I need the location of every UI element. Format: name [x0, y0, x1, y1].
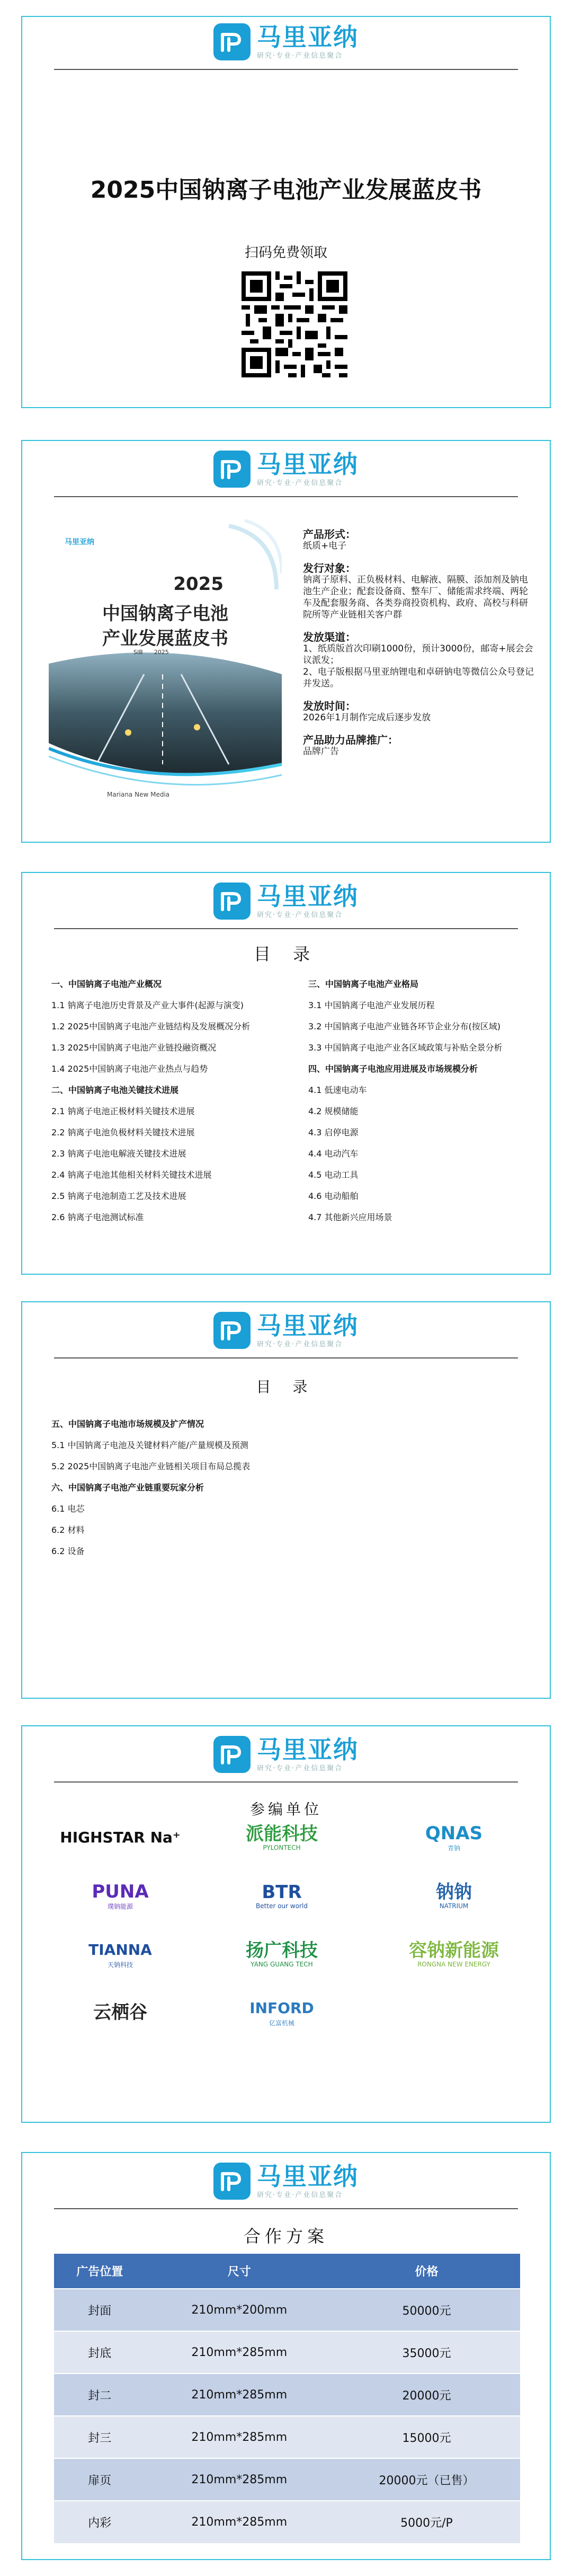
sponsor-name: HIGHSTAR Na⁺	[60, 1829, 181, 1846]
sponsor-subtitle: 青钠	[447, 1844, 460, 1852]
toc-item[interactable]: 6.1 电芯	[51, 1504, 85, 1514]
pricing-title: 合作方案	[243, 2226, 328, 2246]
sponsor-logo	[210, 1991, 353, 2034]
sponsor-logo	[210, 1875, 353, 1917]
scan-label: 扫码免费领取	[244, 245, 327, 261]
promo-value: 品牌广告	[303, 746, 339, 757]
sponsor-logo	[382, 1933, 525, 1975]
cell-price: 5000元/P	[333, 2501, 520, 2543]
toc-column	[51, 1414, 369, 1562]
brand-tagline: 研究·专业·产业信息聚合	[257, 51, 343, 60]
logo-mark-icon	[213, 883, 251, 920]
toc-item[interactable]: 3.2 中国钠离子电池产业链各环节企业分布(按区域)	[308, 1021, 501, 1031]
cell-size: 210mm*285mm	[146, 2374, 333, 2416]
cell-size: 210mm*285mm	[146, 2331, 333, 2374]
sponsor-logo	[210, 1816, 353, 1859]
table-row	[54, 2458, 520, 2501]
sponsor-logo	[49, 1816, 192, 1859]
cell-size: 210mm*285mm	[146, 2416, 333, 2458]
toc-item[interactable]: 五、中国钠离子电池市场规模及扩产情况	[51, 1419, 204, 1429]
brand-logo	[213, 1736, 359, 1773]
toc-item[interactable]: 2.1 钠离子电池正极材料关键技术进展	[51, 1106, 195, 1116]
toc-item[interactable]: 1.2 2025中国钠离子电池产业链结构及发展概况分析	[51, 1021, 251, 1031]
brand-tagline: 研究·专业·产业信息聚合	[257, 2191, 343, 2199]
toc-item[interactable]: 4.2 规模储能	[308, 1106, 359, 1116]
brand-logo	[213, 451, 359, 488]
channel-value-2: 2、电子版根据马里亚纳锂电和卓研钠电等微信公众号登记并发送。	[303, 667, 534, 689]
brand-tagline: 研究·专业·产业信息聚合	[257, 1340, 343, 1348]
form-value: 纸质+电子	[303, 541, 347, 551]
logo-mark-icon	[213, 23, 251, 60]
pricing-table	[54, 2254, 520, 2543]
sponsor-logo	[49, 1991, 192, 2034]
header-price: 价格	[333, 2254, 520, 2289]
divider	[54, 496, 518, 497]
sponsor-name: 扬广科技	[246, 1940, 318, 1961]
brand-tagline: 研究·专业·产业信息聚合	[257, 479, 343, 487]
brand-tagline: 研究·专业·产业信息聚合	[257, 1764, 343, 1772]
toc-item[interactable]: 4.1 低速电动车	[308, 1085, 367, 1095]
sponsor-logo	[210, 1933, 353, 1975]
header-size: 尺寸	[146, 2254, 333, 2289]
channel-label: 发放渠道：	[303, 631, 356, 643]
toc-title: 目 录	[253, 944, 319, 964]
cell-position: 封面	[54, 2289, 146, 2331]
table-row	[54, 2289, 520, 2331]
toc-item[interactable]: 4.7 其他新兴应用场景	[308, 1212, 392, 1222]
sponsor-subtitle: YANG GUANG TECH	[251, 1961, 313, 1968]
table-row	[54, 2374, 520, 2416]
toc-left-column	[51, 974, 295, 1228]
toc-title: 目 录	[256, 1378, 316, 1396]
toc-card-1	[21, 872, 551, 1275]
toc-item[interactable]: 二、中国钠离子电池关键技术进展	[51, 1085, 179, 1095]
book-title-line1: 中国钠离子电池	[102, 603, 228, 624]
sponsor-subtitle: NATRIUM	[439, 1902, 469, 1910]
table-row	[54, 2416, 520, 2458]
cell-position: 封二	[54, 2374, 146, 2416]
toc-item[interactable]: 6.2 设备	[51, 1546, 85, 1556]
cell-price: 20000元	[333, 2374, 520, 2416]
header-position: 广告位置	[54, 2254, 146, 2289]
target-value: 钠离子原料、正负极材料、电解液、隔膜、添加剂及钠电池生产企业；配套设备商、整车厂、储能需求终端、两轮车及配套服务商、各类券商投资机构、政府、高校与科研院所等产业链相关客户群	[303, 575, 528, 620]
book-cover-image	[49, 515, 282, 812]
logo-mark-icon	[213, 451, 251, 488]
book-tag: SIB 2025	[133, 649, 169, 656]
toc-item[interactable]: 2.2 钠离子电池负极材料关键技术进展	[51, 1127, 195, 1137]
brand-tagline: 研究·专业·产业信息聚合	[257, 911, 343, 919]
toc-item[interactable]: 4.3 启停电源	[308, 1127, 359, 1137]
sponsor-card	[21, 1725, 551, 2123]
report-title: 2025中国钠离子电池产业发展蓝皮书	[90, 177, 482, 204]
divider	[54, 1357, 518, 1358]
brand-name: 马里亚纳	[257, 449, 359, 479]
cell-price: 50000元	[333, 2289, 520, 2331]
toc-item[interactable]: 3.1 中国钠离子电池产业发展历程	[308, 1000, 435, 1010]
cell-position: 扉页	[54, 2458, 146, 2501]
book-year: 2025	[173, 574, 224, 595]
time-label: 发放时间：	[303, 700, 356, 712]
book-footer: Mariana New Media	[107, 791, 170, 798]
qr-code[interactable]	[242, 271, 347, 377]
cell-position: 封底	[54, 2331, 146, 2374]
toc-item[interactable]: 2.6 钠离子电池测试标准	[51, 1212, 144, 1222]
toc-item[interactable]: 4.4 电动汽车	[308, 1149, 359, 1159]
sponsor-name: 派能科技	[246, 1823, 318, 1845]
toc-item[interactable]: 1.3 2025中国钠离子电池产业链投融资概况	[51, 1043, 217, 1053]
sponsor-name: 钠钠	[436, 1882, 472, 1903]
toc-item[interactable]: 4.6 电动船舶	[308, 1191, 359, 1201]
book-brand: 马里亚纳	[65, 538, 94, 546]
toc-item[interactable]: 1.4 2025中国钠离子电池产业热点与趋势	[51, 1064, 208, 1074]
book-title-line2: 产业发展蓝皮书	[102, 628, 228, 649]
toc-item[interactable]: 5.2 2025中国钠离子电池产业链相关项目布局总揽表	[51, 1461, 251, 1471]
cell-size: 210mm*285mm	[146, 2501, 333, 2543]
sponsor-subtitle: 亿富机械	[269, 2019, 294, 2027]
cell-size: 210mm*200mm	[146, 2289, 333, 2331]
sponsor-name: TIANNA	[88, 1940, 152, 1959]
brand-logo	[213, 23, 359, 60]
divider	[54, 928, 518, 929]
brand-name: 马里亚纳	[257, 1311, 359, 1340]
product-info	[303, 528, 536, 757]
divider	[54, 1781, 518, 1783]
brand-name: 马里亚纳	[257, 1735, 359, 1764]
toc-item[interactable]: 六、中国钠离子电池产业链重要玩家分析	[51, 1483, 204, 1493]
brand-name: 马里亚纳	[257, 2162, 359, 2191]
cell-position: 封三	[54, 2416, 146, 2458]
brand-logo	[213, 883, 359, 920]
cell-price: 35000元	[333, 2331, 520, 2374]
toc-card-2	[21, 1301, 551, 1699]
sponsor-logo	[49, 1875, 192, 1917]
toc-item[interactable]: 2.3 钠离子电池电解液关键技术进展	[51, 1149, 186, 1159]
target-label: 发行对象：	[303, 562, 356, 575]
sponsor-subtitle: Better our world	[256, 1902, 308, 1910]
sponsor-title: 参编单位	[249, 1801, 322, 1818]
channel-value-1: 1、纸质版首次印刷1000份，预计3000份，邮寄+展会会议派发；	[303, 643, 533, 666]
sponsor-logo	[49, 1933, 192, 1975]
brand-logo	[213, 2163, 359, 2200]
logo-mark-icon	[213, 1312, 251, 1349]
cover-card	[21, 16, 551, 408]
logo-mark-icon	[213, 2163, 251, 2200]
toc-item[interactable]: 四、中国钠离子电池应用进展及市场规模分析	[308, 1064, 478, 1074]
cell-size: 210mm*285mm	[146, 2458, 333, 2501]
brand-logo	[213, 1312, 359, 1349]
sponsor-subtitle: PYLONTECH	[263, 1844, 301, 1851]
toc-item[interactable]: 1.1 钠离子电池历史背景及产业大事件(起源与演变)	[51, 1000, 244, 1010]
sponsor-name: QNAS	[425, 1822, 483, 1844]
sponsor-logo	[382, 1875, 525, 1917]
toc-item[interactable]: 4.5 电动工具	[308, 1170, 359, 1180]
sponsor-subtitle: 天钠科技	[107, 1961, 133, 1969]
toc-item[interactable]: 6.2 材料	[51, 1525, 85, 1535]
toc-item[interactable]: 2.5 钠离子电池制造工艺及技术进展	[51, 1191, 186, 1201]
cell-price: 20000元（已售）	[333, 2458, 520, 2501]
sponsor-name: PUNA	[92, 1881, 149, 1902]
brand-name: 马里亚纳	[257, 881, 359, 911]
sponsor-name: 容钠新能源	[409, 1940, 499, 1961]
sponsor-name: 云栖谷	[93, 2002, 147, 2023]
promo-label: 产品助力品牌推广：	[303, 734, 398, 746]
form-label: 产品形式：	[303, 528, 356, 541]
table-row	[54, 2501, 520, 2543]
time-value: 2026年1月制作完成后逐步发放	[303, 712, 431, 723]
toc-item[interactable]: 3.3 中国钠离子电池产业各区域政策与补贴全景分析	[308, 1043, 503, 1053]
toc-item[interactable]: 一、中国钠离子电池产业概况	[51, 979, 162, 989]
table-row	[54, 2331, 520, 2374]
cell-position: 内彩	[54, 2501, 146, 2543]
logo-mark-icon	[213, 1736, 251, 1773]
divider	[54, 2208, 518, 2209]
toc-item[interactable]: 5.1 中国钠离子电池及关键材料产能/产量规模及预测	[51, 1440, 248, 1450]
divider	[54, 69, 518, 70]
toc-right-column	[308, 974, 541, 1228]
product-card	[21, 440, 551, 843]
sponsor-subtitle: 璞钠能源	[107, 1902, 133, 1910]
sponsor-name: BTR	[262, 1882, 302, 1903]
pricing-card	[21, 2152, 551, 2560]
toc-item[interactable]: 三、中国钠离子电池产业格局	[308, 979, 419, 989]
cell-price: 15000元	[333, 2416, 520, 2458]
sponsor-subtitle: RONGNA NEW ENERGY	[417, 1961, 490, 1968]
sponsor-name: INFORD	[249, 1999, 314, 2017]
toc-item[interactable]: 2.4 钠离子电池其他相关材料关键技术进展	[51, 1170, 212, 1180]
sponsor-logo	[382, 1816, 525, 1859]
brand-name: 马里亚纳	[257, 22, 359, 51]
